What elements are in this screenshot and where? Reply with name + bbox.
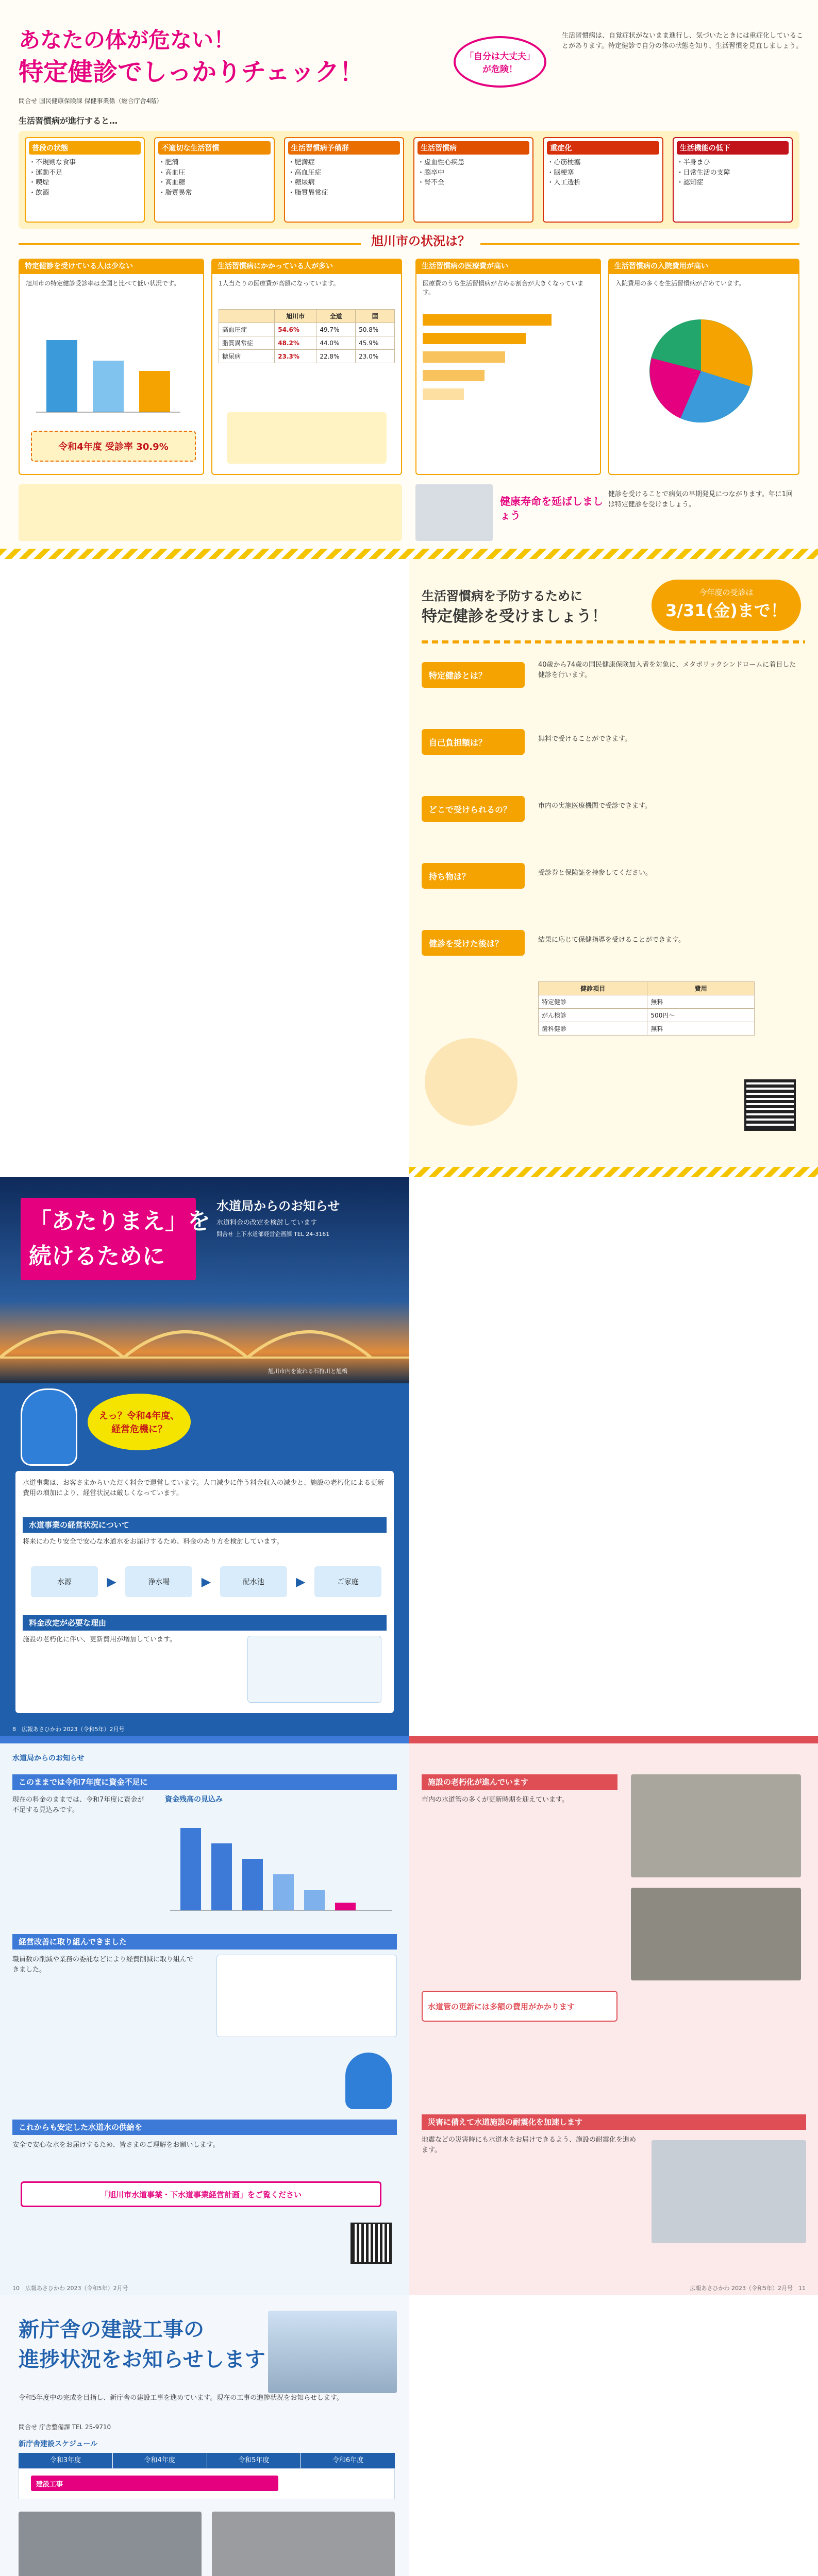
- spread4-right-page: [409, 1736, 818, 2295]
- panel-3-title: 生活習慣病の医療費が高い: [415, 259, 601, 274]
- flow-step-3: [284, 137, 404, 223]
- qa-question-2: [422, 729, 525, 755]
- panel-2-title: 生活習慣病にかかっている人が多い: [211, 259, 402, 274]
- spread1-bottom-left-note: [19, 484, 402, 541]
- building-render: [268, 2311, 397, 2393]
- table-row: [219, 336, 395, 350]
- flow-step-6-items: ・半身まひ ・日常生活の支障 ・認知症: [676, 159, 730, 187]
- flow-arrow-icon: ▶: [296, 1574, 306, 1589]
- flow-node: 浄水場: [125, 1566, 192, 1597]
- qa-question-1-text: 特定健診とは？: [429, 670, 487, 681]
- mascot-icon: [345, 2053, 392, 2109]
- left-head-1: このままでは令和7年度に資金不足に: [12, 1774, 397, 1790]
- spread4-qr[interactable]: [350, 2223, 392, 2264]
- qa-answer-2: 無料で受けることができます。: [538, 735, 631, 743]
- panel-3-bar: [423, 351, 505, 363]
- right-highlight: 水道管の更新には多額の費用がかかります: [428, 2002, 575, 2011]
- spread2-title-line1: 生活習慣病を予防するために: [422, 589, 582, 603]
- panel-1-text: 旭川市の特定健診受診率は全国と比べて低い状況です。: [26, 280, 180, 287]
- spread3-diagram: [247, 1636, 381, 1703]
- spread1-badge-text: 「自分は大丈夫」が危険！: [465, 52, 535, 75]
- spread1-title-line1: あなたの体が危ない！: [19, 27, 236, 53]
- qa-question-4: [422, 863, 525, 889]
- chart-bar: [180, 1828, 201, 1910]
- fee-table: [538, 981, 755, 1036]
- schedule-year: 令和4年度: [113, 2453, 207, 2468]
- pipe-photo-1: [631, 1774, 801, 1877]
- spread5-contact: 問合せ 庁舎整備課 TEL 25-9710: [19, 2424, 111, 2431]
- rate-cell: 48.2%: [275, 336, 316, 350]
- spread3-bar1-text: 将来にわたり安全で安心な水道水をお届けするため、料金のあり方を検討しています。: [23, 1538, 283, 1546]
- spread-checkup-guide: [0, 559, 818, 1177]
- deadline-label: 今年度の受診は: [699, 588, 754, 597]
- left-head-2: 経営改善に取り組んできました: [12, 1934, 397, 1950]
- pipe-photo-2: [631, 1888, 801, 1980]
- qa-question-5: [422, 930, 525, 956]
- doctor-photo: [415, 484, 493, 541]
- rate-table-h1: 旭川市: [275, 310, 316, 323]
- page-number: 11: [798, 2285, 806, 2292]
- fee-table-h1: 費用: [647, 982, 755, 995]
- spread3-section: 水道局からのお知らせ: [216, 1199, 340, 1213]
- qr-code[interactable]: [744, 1079, 796, 1131]
- flow-node: 水源: [31, 1566, 98, 1597]
- table-row: [539, 1022, 755, 1036]
- left-text-1: 現在の料金のままでは、令和7年度に資金が不足する見込みです。: [12, 1796, 144, 1815]
- qa-question-1: [422, 662, 525, 688]
- spread4-footer-right: [690, 2284, 806, 2292]
- left-text-2: 職員数の削減や業務の委託などにより経費削減に取り組んできました。: [12, 1956, 194, 1974]
- spread-waterworks-detail: [0, 1736, 818, 2295]
- rate-cell: 脂質異常症: [219, 336, 275, 350]
- construction-photo-1: [19, 2512, 202, 2576]
- spread1-contact: 問合せ 国民健康保険課 保健事業係（総合庁舎4階）: [19, 97, 163, 105]
- right-text-2: 地震などの災害時にも水道水をお届けできるよう、施設の耐震化を進めます。: [422, 2136, 637, 2155]
- chart-bar: [242, 1859, 263, 1910]
- hero-bridge: [0, 1296, 409, 1368]
- flow-step-4: [413, 137, 533, 223]
- rate-table-h3: 国: [356, 310, 395, 323]
- table-row: [219, 323, 395, 336]
- mascot-speech-text: えっ？令和4年度、経営危機に？: [98, 1411, 180, 1435]
- qa-answer-1: 40歳から74歳の国民健康保険加入者を対象に、メタボリックシンドロームに着目した健診を行います。: [538, 661, 796, 680]
- qa-question-4-text: 持ち物は？: [429, 871, 471, 882]
- fee-cell: 無料: [647, 995, 755, 1009]
- mascot-character: [21, 1388, 77, 1466]
- flow-step-4-items: ・虚血性心疾患 ・脳卒中 ・腎不全: [417, 159, 464, 187]
- qa-question-3: [422, 796, 525, 822]
- rate-cell: 49.7%: [316, 323, 356, 336]
- flow-arrow-icon: ▶: [107, 1574, 116, 1589]
- mascot-speech: [88, 1394, 191, 1450]
- page-number: 10: [12, 2285, 20, 2292]
- panel-1-title: 特定健診を受けている人は少ない: [19, 259, 204, 274]
- photo-caption: 旭川市内を流れる石狩川と旭橋: [268, 1368, 347, 1375]
- qa-question-5-text: 健診を受けた後は？: [429, 938, 504, 948]
- flow-step-4-label: 生活習慣病: [418, 141, 529, 155]
- spread3-section-sub: 水道料金の改定を検討しています: [216, 1219, 318, 1227]
- panel-4-text: 入院費用の多くを生活習慣病が占めています。: [615, 280, 745, 287]
- doctor-caption: 健康寿命を延ばしましょう: [500, 495, 603, 521]
- spread3-blank-right: [409, 1177, 818, 1736]
- spread4-footer-left: [12, 2284, 128, 2292]
- panel-3-bar: [423, 314, 552, 326]
- flow-node: 配水池: [220, 1566, 287, 1597]
- spread1-badge: [454, 36, 546, 88]
- panel-1-bar-c: [139, 371, 170, 412]
- spread2-divider: [422, 640, 805, 643]
- spread3-bar2: 料金改定が必要な理由: [23, 1615, 387, 1631]
- hero-title-2: 続けるために: [29, 1243, 165, 1269]
- spread-health-checkup: [0, 0, 818, 559]
- rate-cell: 45.9%: [356, 336, 395, 350]
- facility-photo: [652, 2140, 806, 2243]
- schedule-year: 令和6年度: [301, 2453, 395, 2468]
- spread3-bar2-text: 施設の老朽化に伴い、更新費用が増加しています。: [23, 1636, 176, 1643]
- chart-bar: [211, 1843, 232, 1910]
- rate-table: [219, 309, 395, 363]
- flow-arrow-icon: ▶: [201, 1574, 211, 1589]
- panel-1-bar-a: [46, 340, 77, 412]
- rate-table-h0: [219, 310, 275, 323]
- deadline-badge: [652, 580, 801, 631]
- spread2-page: [409, 559, 818, 1177]
- spread4-section: 水道局からのお知らせ: [12, 1754, 85, 1762]
- footer-text: 広報あさひかわ 2023（令和5年）2月号: [690, 2285, 793, 2292]
- table-row: [219, 350, 395, 363]
- flow-step-5-items: ・心筋梗塞 ・脳梗塞 ・人工透析: [547, 159, 581, 187]
- flow-step-6-label: 生活機能の低下: [677, 141, 789, 155]
- spread5-intro: 令和5年度中の完成を目指し、新庁舎の建設工事を進めています。現在の工事の進捗状況をお知らせします。: [19, 2394, 343, 2402]
- spread-new-city-hall: [0, 2295, 818, 2576]
- footer-text: 広報あさひかわ 2023（令和5年）2月号: [22, 1726, 125, 1733]
- fee-table-h0: 健診項目: [539, 982, 647, 995]
- flow-step-5: [543, 137, 663, 223]
- spread1-flow-label: 生活習慣病が進行すると…: [19, 116, 118, 126]
- spread1-title-line2: 特定健診でしっかりチェック！: [19, 58, 364, 87]
- spread3-footer: [12, 1725, 125, 1733]
- schedule-year: 令和5年度: [207, 2453, 302, 2468]
- chart-bar: [335, 1903, 356, 1910]
- panel-3-hbar-chart: [423, 309, 593, 422]
- panel-3-bar: [423, 370, 485, 381]
- right-head-1: 施設の老朽化が進んでいます: [422, 1774, 617, 1790]
- page-number: 8: [12, 1726, 16, 1733]
- bridge-arch-1: [0, 1332, 124, 1358]
- chart-title: 資金残高の見込み: [165, 1795, 223, 1804]
- panel-1-bar-chart: [31, 309, 186, 422]
- spread5-page: [0, 2295, 409, 2576]
- panel-4-pie-chart: [639, 309, 763, 433]
- table-row: [539, 1009, 755, 1022]
- fee-cell: 歯科健診: [539, 1022, 647, 1036]
- fee-cell: 500円〜: [647, 1009, 755, 1022]
- rate-cell: 50.8%: [356, 323, 395, 336]
- spread4-left-page: [0, 1736, 409, 2295]
- flow-step-2-label: 不適切な生活習慣: [158, 141, 270, 155]
- qa-answer-3: 市内の実施医療機関で受診できます。: [538, 802, 652, 810]
- right-highlight-box: [422, 1991, 617, 2022]
- spread2-stripe: [409, 1167, 818, 1177]
- left-head-4: 「旭川市水道事業・下水道事業経営計画」をご覧ください: [100, 2190, 302, 2199]
- asahikawa-heading: 旭川市の状況は？: [361, 233, 480, 249]
- rate-cell: 22.8%: [316, 350, 356, 363]
- bridge-arch-2: [124, 1332, 247, 1358]
- spread3-intro: 水道事業は、お客さまからいただく料金で運営しています。人口減少に伴う料金収入の減少と、施設の老朽化による更新費用の増加により、経営状況は厳しくなっています。: [23, 1479, 384, 1498]
- panel-1-bar-b: [93, 361, 124, 412]
- flow-step-1: [25, 137, 145, 223]
- rate-highlight-text: 令和4年度 受診率 30.9%: [58, 442, 169, 452]
- left-head-4-box: [21, 2181, 381, 2207]
- improvement-diagram: [216, 1955, 397, 2037]
- rate-cell: 54.6%: [275, 323, 316, 336]
- panel-3-bar: [423, 333, 526, 344]
- chart-bar: [304, 1890, 325, 1910]
- schedule-header: [19, 2453, 395, 2468]
- flow-step-2-items: ・肥満 ・高血圧 ・高血糖 ・脂質異常: [158, 159, 192, 197]
- table-row: [539, 995, 755, 1009]
- rate-table-h2: 全道: [316, 310, 356, 323]
- rate-cell: 糖尿病: [219, 350, 275, 363]
- bridge-arch-3: [247, 1332, 371, 1358]
- fee-cell: 無料: [647, 1022, 755, 1036]
- schedule-bar: [31, 2476, 278, 2491]
- flow-step-6: [673, 137, 793, 223]
- fee-table-header: [539, 982, 755, 995]
- qa-answer-5: 結果に応じて保健指導を受けることができます。: [538, 936, 685, 944]
- rate-cell: 23.0%: [356, 350, 395, 363]
- spread2-blank-left: [0, 559, 409, 1177]
- left-head-3: これからも安定した水道水の供給を: [12, 2120, 397, 2135]
- panel-3-bar: [423, 388, 464, 400]
- qa-answer-4: 受診券と保険証を持参してください。: [538, 869, 653, 877]
- flow-step-1-items: ・不規則な食事 ・運動不足 ・喫煙 ・飲酒: [29, 159, 76, 197]
- spread1-right-text: 健診を受けることで病気の早期発見につながります。年に1回は特定健診を受けましょう。: [608, 490, 793, 509]
- panel-3-text: 医療費のうち生活習慣病が占める割合が大きくなっています。: [423, 280, 584, 296]
- flow-step-3-items: ・肥満症 ・高血圧症 ・糖尿病 ・脂質異常症: [288, 159, 328, 197]
- left-text-3: 安全で安心な水をお届けするため、皆さまのご理解をお願いします。: [12, 2141, 220, 2149]
- right-text-1: 市内の水道管の多くが更新時期を迎えています。: [422, 1796, 569, 1804]
- schedule-label: 新庁舎建設スケジュール: [19, 2440, 98, 2448]
- schedule-bar-label: 建設工事: [36, 2480, 63, 2488]
- spread1-stripe: [0, 549, 818, 559]
- spread3-contact: 問合せ 上下水道部経営企画課 TEL 24-3161: [216, 1231, 330, 1238]
- flow-step-5-label: 重症化: [547, 141, 659, 155]
- schedule-year: 令和3年度: [19, 2453, 113, 2468]
- rate-cell: 高血圧症: [219, 323, 275, 336]
- footer-text: 広報あさひかわ 2023（令和5年）2月号: [25, 2285, 128, 2292]
- spread3-page: [0, 1177, 409, 1736]
- rate-cell: 44.0%: [316, 336, 356, 350]
- spread3-bar1: 水道事業の経営状況について: [23, 1517, 387, 1533]
- panel-4-title: 生活習慣病の入院費用が高い: [608, 259, 799, 274]
- construction-photo-2: [212, 2512, 395, 2576]
- water-flow: [31, 1558, 381, 1605]
- chart-bar: [273, 1874, 294, 1910]
- spread2-title-line2: 特定健診を受けましょう！: [422, 607, 607, 625]
- fee-cell: がん検診: [539, 1009, 647, 1022]
- deadline-date: 3/31(金)まで！: [665, 601, 787, 620]
- flow-step-3-label: 生活習慣病予備群: [288, 141, 400, 155]
- flow-node: ご家庭: [314, 1566, 381, 1597]
- spread1-flow-steps: [25, 137, 793, 223]
- rate-highlight: [31, 431, 196, 462]
- rate-cell: 23.3%: [275, 350, 316, 363]
- qa-question-3-text: どこで受けられるの？: [429, 804, 512, 815]
- hero-title-1: 「あたりまえ」を: [29, 1208, 210, 1234]
- fund-balance-chart: [160, 1807, 397, 1921]
- spread1-intro: 生活習慣病は、自覚症状がないまま進行し、気づいたときには重症化していることがあります。特定健診で自分の体の状態を知り、生活習慣を見直しましょう。: [562, 32, 804, 50]
- panel-2-illustration: [227, 412, 387, 464]
- spread5-title-1: 新庁舎の建設工事の: [19, 2318, 204, 2342]
- fee-cell: 特定健診: [539, 995, 647, 1009]
- flow-step-2: [154, 137, 274, 223]
- qa-question-2-text: 自己負担額は？: [429, 737, 487, 748]
- flow-step-1-label: 普段の状態: [29, 141, 141, 155]
- spread-waterworks-intro: [0, 1177, 818, 1736]
- spread5-blank-right: [409, 2295, 818, 2576]
- nurse-illustration: [425, 1038, 517, 1126]
- panel-2-text: 1人当たりの医療費が高額になっています。: [219, 280, 340, 287]
- right-head-2: 災害に備えて水道施設の耐震化を加速します: [422, 2114, 806, 2130]
- rate-table-header: [219, 310, 395, 323]
- spread5-title-2: 進捗状況をお知らせします: [19, 2348, 265, 2371]
